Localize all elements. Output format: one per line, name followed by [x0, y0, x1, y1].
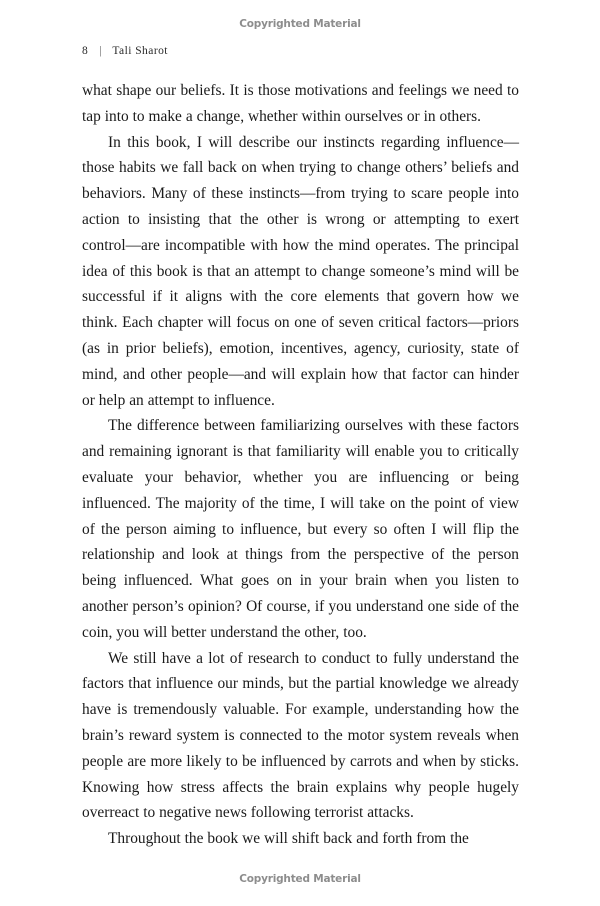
paragraph-throughout: Throughout the book we will shift back and forth from the	[108, 830, 469, 848]
paragraph-in-this-book: In this book, I will describe our instincts regarding influence—those habits we fall back on when trying to change others’ beliefs and behaviors. Many of these instincts—from trying to scare people into action to insisting that the other is wrong or attempting to exert control—are incompatible with how the mind operates. The principal idea of this book is that an attempt to change someone’s mind will be successful if it aligns with the core elements that govern how we think. Each chapter will focus on one of seven critical factors—priors (as in prior beliefs), emotion, incentives, agency, curiosity, state of mind, and other people—and will explain how that factor can hinder or help an attempt to influence.	[82, 133, 519, 409]
copyright-watermark-bottom: Copyrighted Material	[239, 873, 361, 885]
paragraph-we-still-have: We still have a lot of research to conduct to fully understand the factors that influence our minds, but the partial knowledge we already have is tremendously valuable. For example, understanding how the brain’s reward system is connected to the motor system reveals when people are more likely to be influenced by carrots and when by sticks. Knowing how stress affects the brain explains why people hugely overreact to negative news following terrorist attacks.	[82, 649, 519, 822]
copyright-watermark-top: Copyrighted Material	[239, 18, 361, 30]
running-head	[82, 45, 168, 57]
paragraph-the-difference: The difference between familiarizing ourselves with these factors and remaining ignorant is that familiarity will enable you to critically evaluate your behavior, whether you are influencing or being influenced. The majority of the time, I will take on the point of view of the person aiming to influence, but every so often I will flip the relationship and look at things from the perspective of the person being influenced. What goes on in your brain when you listen to another person’s opinion? Of course, if you understand one side of the coin, you will better understand the other, too.	[82, 417, 519, 641]
body-text-block	[82, 78, 519, 852]
paragraph-continued: what shape our beliefs. It is those motivations and feelings we need to tap into to make a change, whether within ourselves or in others.	[82, 82, 519, 125]
author-name: Tali Sharot	[112, 45, 168, 57]
page-number: 8	[82, 45, 89, 57]
running-head-separator: |	[99, 45, 102, 57]
